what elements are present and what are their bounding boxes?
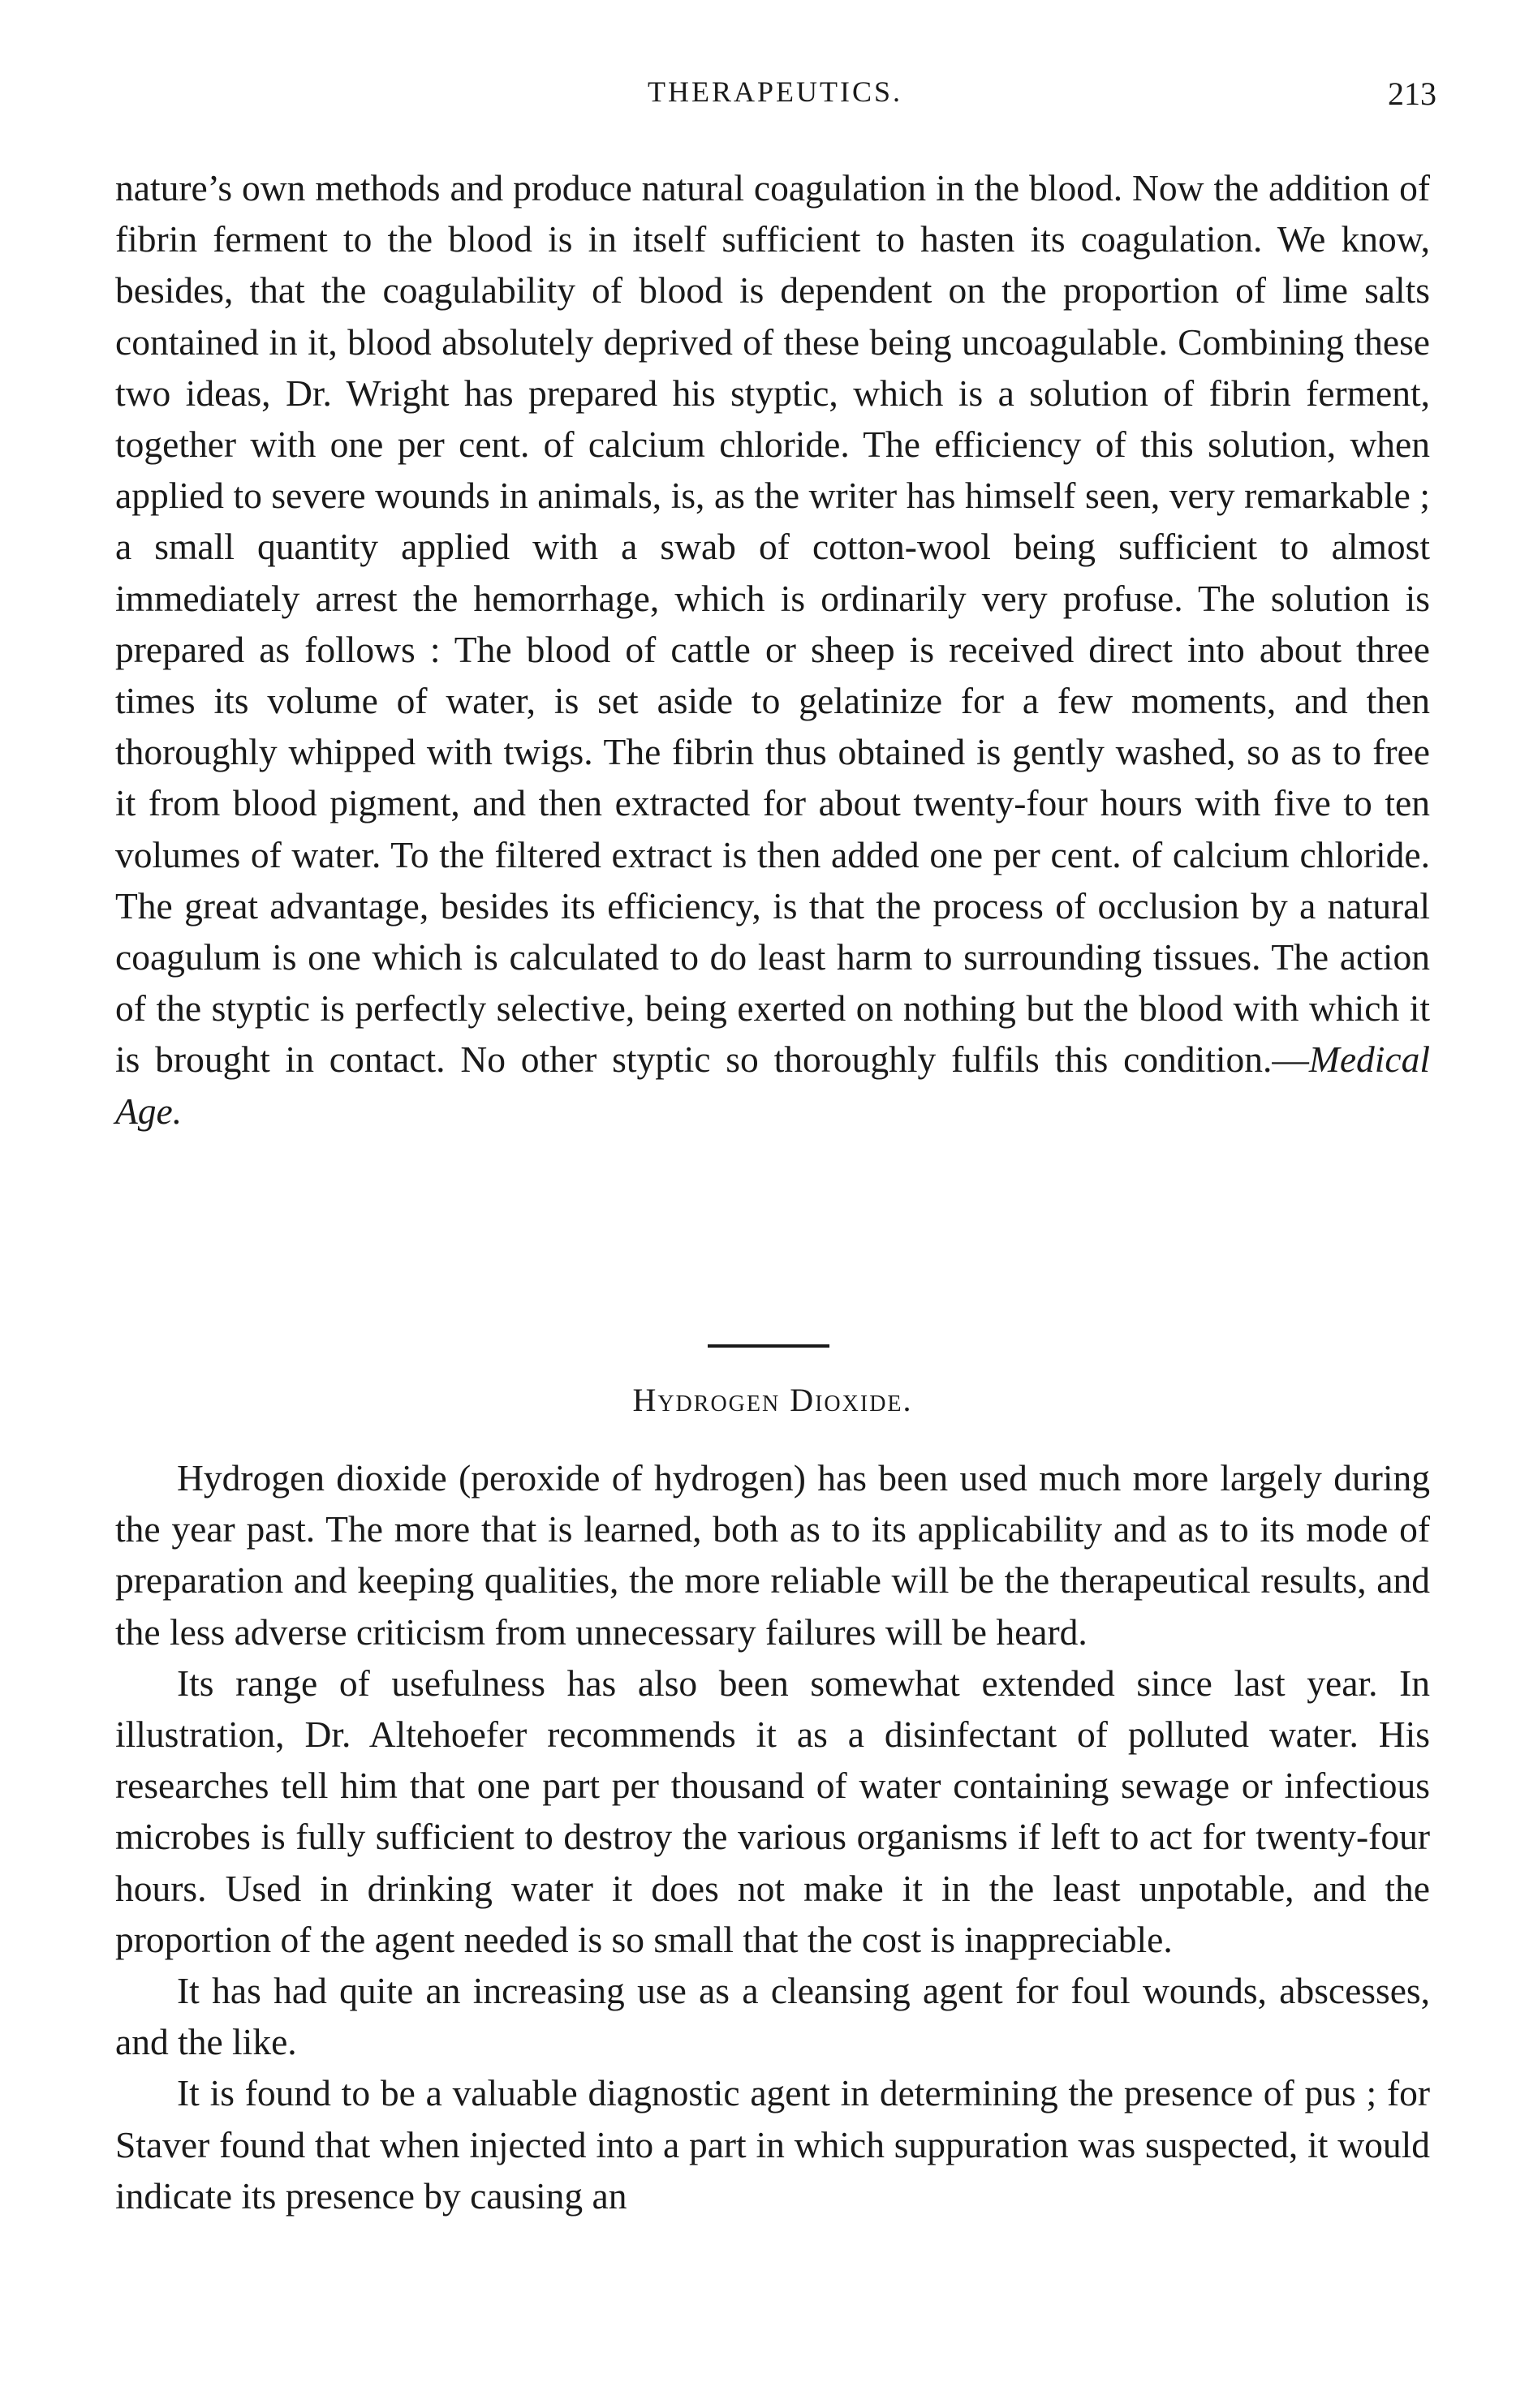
section-hydrogen-dioxide-text: [115, 1452, 1430, 2221]
paragraph-styptic: [115, 162, 1430, 1137]
paragraph: It has had quite an increasing use as a cleansing agent for foul wounds, abscesses, and the like.: [115, 1970, 1430, 2063]
paragraph: Hydrogen dioxide (peroxide of hydrogen) has been used much more largely during the year past. The more that is learned, both as to its applicability and as to its mode of preparation and keeping qualities, the more reliable will be the therapeutical results, and the less adverse criticism from unnecessary failures will be heard.: [115, 1457, 1430, 1653]
running-title: THERAPEUTICS.: [647, 75, 902, 108]
page-number: 213: [1388, 75, 1436, 112]
section-heading: Hydrogen Dioxide.: [632, 1382, 913, 1418]
section-divider: [708, 1344, 829, 1348]
section-styptic-text: [115, 162, 1430, 1137]
paragraph: Its range of usefulness has also been somewhat extended since last year. In illustration, Dr. Altehoefer recommends it as a disinfectant of polluted water. His researches tell him that one part per thousand of water containing sewage or infectious microbes is fully sufficient to destroy the various organisms if left to act for twenty-four hours. Used in drinking water it does not make it in the least unpotable, and the proportion of the agent needed is so small that the cost is inappreciable.: [115, 1662, 1430, 1960]
paragraph: It is found to be a valuable diagnostic agent in determining the presence of pus ; for Staver found that when injected into a part in which suppuration was suspected, it would indicate its presence by causing an: [115, 2072, 1430, 2217]
source-citation: Medical Age.: [115, 1038, 1430, 1132]
paragraph-body: nature’s own methods and produce natural coagulation in the blood. Now the addition of fibrin ferment to the blood is in itself sufficient to hasten its coagulation. We know, besides, that the coagulability of blood is dependent on the proportion of lime salts contained in it, blood absolutely deprived of these being uncoagulable. Combining these two ideas, Dr. Wright has prepared his styptic, which is a solution of fibrin ferment, together with one per cent. of calcium chloride. The efficiency of this solution, when applied to severe wounds in animals, is, as the writer has himself seen, very remarkable ; a small quantity applied with a swab of cotton-wool being sufficient to almost immediately arrest the hemorrhage, which is ordinarily very profuse. The solution is prepared as follows : The blood of cattle or sheep is received direct into about three times its volume of water, is set aside to gelatinize for a few moments, and then thoroughly whipped with twigs. The fibrin thus obtained is gently washed, so as to free it from blood pigment, and then extracted for about twenty-four hours with five to ten volumes of water. To the filtered extract is then added one per cent. of calcium chloride. The great advantage, besides its efficiency, is that the process of occlusion by a natural coagulum is one which is calculated to do least harm to surrounding tissues. The action of the styptic is perfectly selective, being exerted on nothing but the blood with which it is brought in contact. No other styptic so thoroughly fulfils this condition.—: [115, 167, 1430, 1081]
running-header: [114, 75, 1436, 123]
